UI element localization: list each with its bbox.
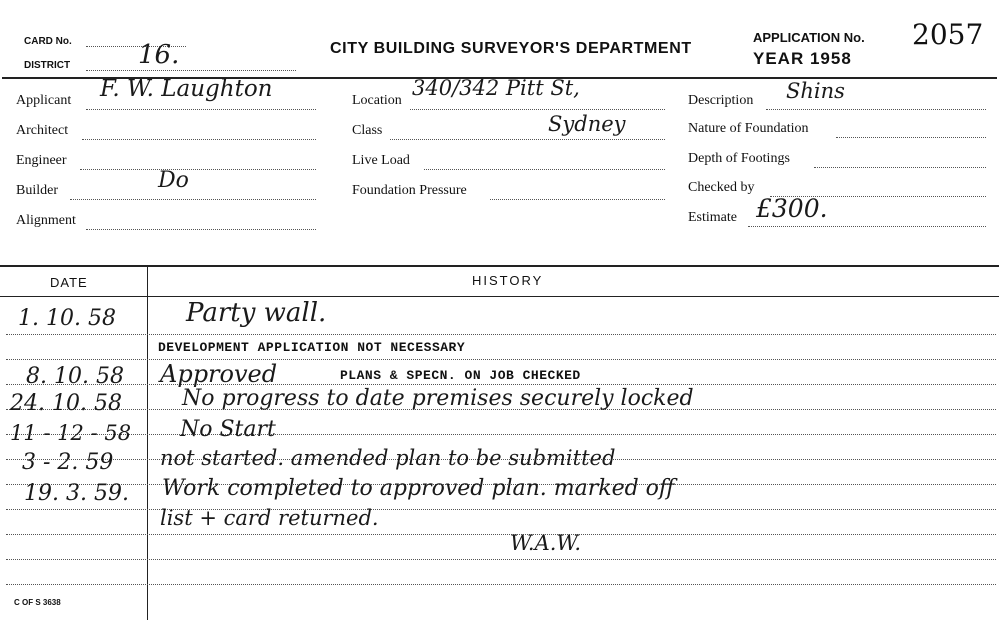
district-line	[86, 70, 296, 71]
row-line	[6, 359, 996, 360]
row-history: list + card returned.	[160, 506, 379, 530]
live-load-line	[424, 169, 665, 170]
description-label: Description	[688, 93, 754, 108]
applicant-value: F. W. Laughton	[100, 76, 273, 102]
location-line	[410, 109, 665, 110]
row-date: 24. 10. 58	[10, 391, 122, 416]
row-date: 3 - 2. 59	[22, 450, 114, 475]
district-value: 16.	[138, 40, 180, 70]
year-label: YEAR 1958	[753, 49, 852, 68]
estimate-value: £300.	[756, 194, 828, 223]
location-value: 340/342 Pitt St,	[412, 76, 580, 100]
depth-of-footings-line	[814, 167, 986, 168]
row-date: 19. 3. 59.	[24, 481, 129, 506]
foundation-pressure-label: Foundation Pressure	[352, 183, 467, 198]
row-line	[6, 384, 996, 385]
row-history: No Start	[180, 417, 276, 442]
description-line	[766, 109, 986, 110]
applicant-line	[86, 109, 316, 110]
alignment-label: Alignment	[16, 213, 76, 228]
row-history: No progress to date premises securely locked	[182, 386, 694, 411]
class-label: Class	[352, 123, 383, 138]
applicant-label: Applicant	[16, 93, 72, 108]
depth-of-footings-label: Depth of Footings	[688, 151, 790, 166]
row-history: Approved	[160, 360, 278, 388]
engineer-label: Engineer	[16, 153, 67, 168]
department-title: CITY BUILDING SURVEYOR'S DEPARTMENT	[330, 40, 692, 57]
row-date: 8. 10. 58	[26, 364, 124, 389]
estimate-label: Estimate	[688, 210, 737, 225]
nature-of-foundation-line	[836, 137, 986, 138]
alignment-line	[86, 229, 316, 230]
nature-of-foundation-label: Nature of Foundation	[688, 121, 809, 136]
class-line	[390, 139, 665, 140]
row-line	[6, 559, 996, 560]
row-date: 11 - 12 - 58	[10, 421, 132, 445]
table-header-rule	[0, 296, 999, 297]
location-label: Location	[352, 93, 402, 108]
application-label: APPLICATION No.	[753, 30, 865, 45]
card-no-label: CARD No.	[24, 36, 72, 47]
live-load-label: Live Load	[352, 153, 410, 168]
table-top-rule	[0, 265, 999, 267]
estimate-line	[748, 226, 986, 227]
engineer-line	[80, 169, 316, 170]
date-header: DATE	[50, 275, 88, 290]
row-line	[6, 584, 996, 585]
class-value: Sydney	[548, 112, 626, 136]
row-history: Work completed to approved plan. marked off	[162, 476, 675, 501]
form-code: C OF S 3638	[14, 598, 61, 607]
checked-by-label: Checked by	[688, 180, 755, 195]
builder-line	[70, 199, 316, 200]
row-history: not started. amended plan to be submitted	[160, 446, 616, 470]
row-line	[6, 434, 996, 435]
district-label: DISTRICT	[24, 60, 71, 71]
application-number: 2057	[912, 18, 984, 51]
history-header: HISTORY	[472, 273, 544, 288]
foundation-pressure-line	[490, 199, 665, 200]
initials: W.A.W.	[510, 531, 582, 555]
table-divider	[147, 266, 148, 620]
architect-label: Architect	[16, 123, 69, 138]
row-line	[6, 534, 996, 535]
row-history: Party wall.	[186, 298, 327, 328]
row-stamp: PLANS & SPECN. ON JOB CHECKED	[340, 368, 581, 383]
builder-label: Builder	[16, 183, 58, 198]
description-value: Shins	[786, 79, 845, 103]
row-history-printed: DEVELOPMENT APPLICATION NOT NECESSARY	[158, 340, 466, 355]
architect-line	[82, 139, 316, 140]
row-line	[6, 509, 996, 510]
builder-value: Do	[158, 168, 189, 193]
row-date: 1. 10. 58	[18, 306, 116, 331]
row-line	[6, 334, 996, 335]
